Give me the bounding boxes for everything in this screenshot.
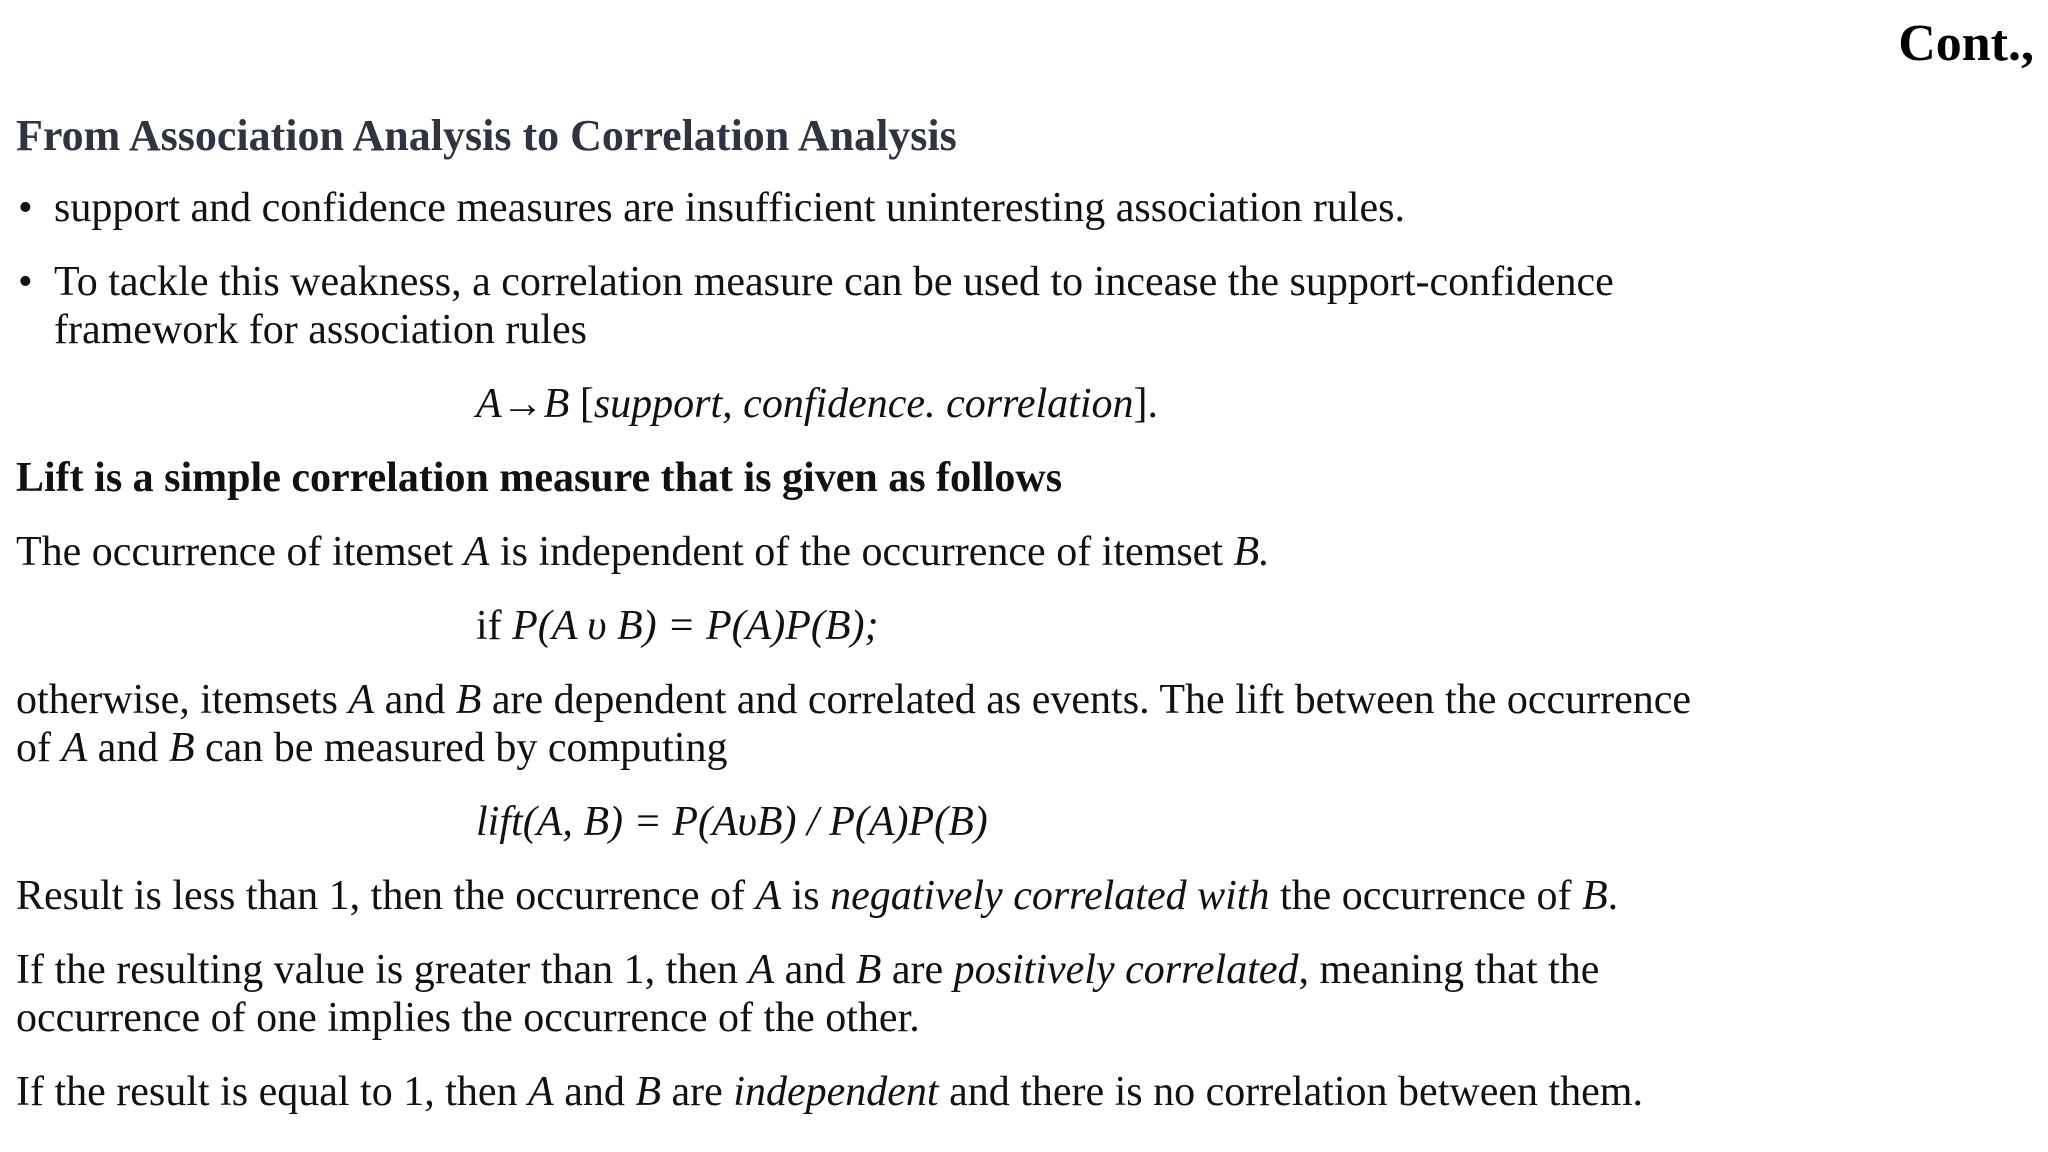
text-segment: and	[774, 947, 856, 993]
rule-close-bracket: ].	[1133, 381, 1158, 427]
independence-statement	[16, 528, 2026, 576]
text-segment: and there is no correlation between them.	[938, 1069, 1643, 1115]
emphasis-term: independent	[733, 1069, 939, 1115]
emphasis-term: negatively correlated with	[830, 873, 1270, 919]
bullet-text-line-1: To tackle this weakness, a correlation measure can be used to incease the support-confidence	[54, 259, 1614, 305]
text-segment: is independent of the occurrence of itemset	[489, 529, 1234, 575]
itemset-b: B	[168, 725, 195, 771]
bullet-dot-icon: •	[18, 259, 33, 305]
itemset-b: B	[635, 1069, 662, 1115]
text-segment: otherwise, itemsets	[16, 677, 349, 723]
bullet-item-1	[16, 184, 2026, 232]
text-segment: can be measured by computing	[194, 725, 728, 771]
bullet-dot-icon: •	[18, 185, 33, 231]
independence-condition	[16, 602, 2026, 650]
text-segment: If the resulting value is greater than 1, then	[16, 947, 749, 993]
text-segment: If the result is equal to 1, then	[16, 1069, 529, 1115]
arrow-icon: →	[501, 381, 544, 427]
rule-terms: support, confidence. correlation	[593, 381, 1134, 427]
text-segment: and	[374, 677, 456, 723]
result-greater-than-one	[16, 946, 2026, 1042]
section-heading: From Association Analysis to Correlation Analysis	[16, 111, 957, 160]
text-segment: and	[87, 725, 169, 771]
lift-formula	[16, 798, 2026, 846]
lift-function-name: lift	[476, 799, 523, 845]
text-segment: are	[881, 947, 954, 993]
text-segment: , meaning that the	[1298, 947, 1600, 993]
lift-intro: Lift is a simple correlation measure that is given as follows	[16, 455, 1063, 501]
text-segment: of	[16, 725, 62, 771]
text-segment: are	[661, 1069, 734, 1115]
result-less-than-one	[16, 872, 2026, 920]
text-segment: is	[781, 873, 831, 919]
itemset-a: A	[748, 947, 775, 993]
bullet-item-2	[16, 258, 2026, 354]
itemset-b: B	[1581, 873, 1608, 919]
text-segment: The occurrence of itemset	[16, 529, 464, 575]
condition-if: if	[476, 603, 513, 649]
itemset-b: B.	[1233, 529, 1270, 575]
text-segment: .	[1607, 873, 1619, 919]
bullet-text-line-2: framework for association rules	[54, 307, 587, 353]
text-segment: occurrence of one implies the occurrence of the other.	[16, 995, 920, 1041]
slide-content	[16, 108, 2026, 1142]
itemset-a: A	[348, 677, 375, 723]
lift-expression: = P(AυB) / P(A)P(B)	[622, 799, 988, 845]
lift-args: (A, B)	[522, 799, 623, 845]
text-segment: are dependent and correlated as events. The lift between the occurrence	[481, 677, 1692, 723]
otherwise-paragraph	[16, 676, 2026, 772]
slide-continuation-label: Cont.,	[1898, 15, 2034, 72]
emphasis-term: positively correlated	[953, 947, 1299, 993]
rule-formula	[16, 380, 2026, 428]
itemset-a: A	[755, 873, 782, 919]
condition-formula: P(A υ B) = P(A)P(B);	[512, 603, 879, 649]
rule-lhs: A	[476, 381, 502, 427]
itemset-b: B	[855, 947, 882, 993]
itemset-a: A	[463, 529, 490, 575]
itemset-a: A	[61, 725, 88, 771]
itemset-a: A	[528, 1069, 554, 1115]
bullet-text: support and confidence measures are insufficient uninteresting association rules.	[54, 185, 1405, 231]
result-equal-to-one	[16, 1068, 2026, 1116]
rule-open-bracket: [	[569, 381, 594, 427]
rule-rhs: B	[543, 381, 570, 427]
itemset-b: B	[455, 677, 482, 723]
text-segment: Result is less than 1, then the occurrence of	[16, 873, 756, 919]
text-segment: the occurrence of	[1269, 873, 1582, 919]
text-segment: and	[553, 1069, 636, 1115]
